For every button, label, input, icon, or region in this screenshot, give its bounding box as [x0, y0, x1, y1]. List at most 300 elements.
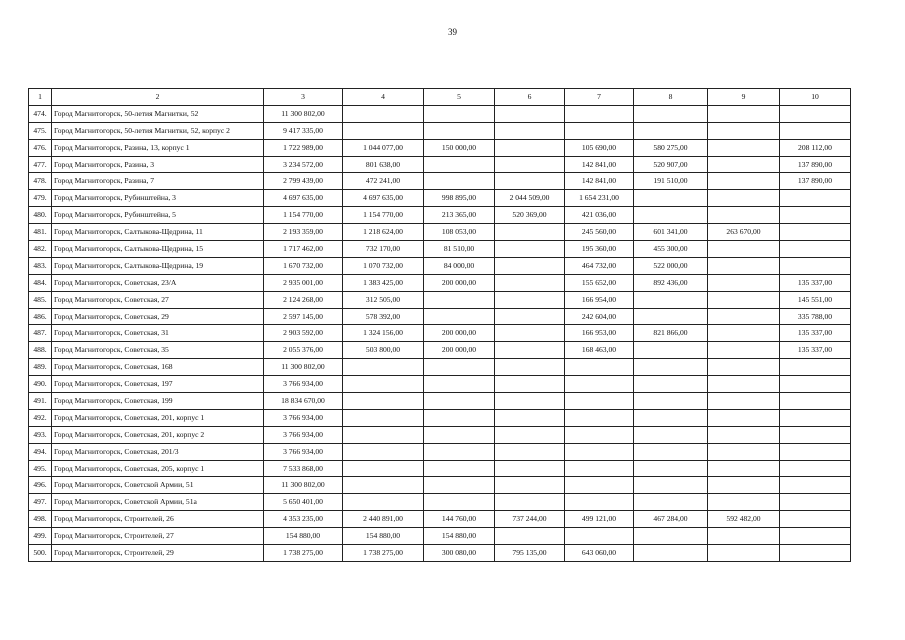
amount-cell: 578 392,00 — [343, 308, 424, 325]
row-number: 485. — [29, 291, 52, 308]
amount-cell: 580 275,00 — [634, 139, 708, 156]
address-cell: Город Магнитогорск, Советская, 168 — [52, 359, 264, 376]
amount-cell: 472 241,00 — [343, 173, 424, 190]
amount-cell: 335 788,00 — [780, 308, 851, 325]
table-row — [29, 105, 851, 122]
row-number: 484. — [29, 274, 52, 291]
address-cell: Город Магнитогорск, Советская, 201/3 — [52, 443, 264, 460]
amount-cell: 892 436,00 — [634, 274, 708, 291]
amount-cell: 464 732,00 — [565, 257, 634, 274]
address-cell: Город Магнитогорск, Рубинштейна, 5 — [52, 207, 264, 224]
amount-cell — [343, 409, 424, 426]
amount-cell — [424, 308, 495, 325]
address-cell: Город Магнитогорск, Советская, 197 — [52, 376, 264, 393]
table-row — [29, 376, 851, 393]
amount-cell: 84 000,00 — [424, 257, 495, 274]
amount-cell: 142 841,00 — [565, 156, 634, 173]
row-number: 496. — [29, 477, 52, 494]
amount-cell — [708, 409, 780, 426]
amount-cell — [708, 426, 780, 443]
amount-cell — [634, 528, 708, 545]
amount-cell: 2 124 268,00 — [264, 291, 343, 308]
amount-cell: 1 044 077,00 — [343, 139, 424, 156]
amount-cell: 108 053,00 — [424, 224, 495, 241]
row-number: 483. — [29, 257, 52, 274]
amount-cell: 137 890,00 — [780, 156, 851, 173]
address-cell: Город Магнитогорск, Советской Армии, 51 — [52, 477, 264, 494]
table-row — [29, 257, 851, 274]
amount-cell — [708, 173, 780, 190]
amount-cell — [424, 494, 495, 511]
amount-cell — [495, 393, 565, 410]
row-number: 476. — [29, 139, 52, 156]
row-number: 498. — [29, 511, 52, 528]
address-cell: Город Магнитогорск, Советская, 35 — [52, 342, 264, 359]
amount-cell — [495, 376, 565, 393]
amount-cell: 200 000,00 — [424, 274, 495, 291]
amount-cell — [708, 308, 780, 325]
amount-cell — [565, 376, 634, 393]
amount-cell: 154 880,00 — [424, 528, 495, 545]
table-row — [29, 494, 851, 511]
amount-cell: 195 360,00 — [565, 241, 634, 258]
amount-cell: 145 551,00 — [780, 291, 851, 308]
amount-cell — [634, 443, 708, 460]
header-row — [29, 89, 851, 106]
amount-cell — [565, 105, 634, 122]
amount-cell — [424, 376, 495, 393]
row-number: 491. — [29, 393, 52, 410]
amount-cell: 208 112,00 — [780, 139, 851, 156]
table-row — [29, 122, 851, 139]
amount-cell — [424, 291, 495, 308]
amount-cell — [495, 342, 565, 359]
table-row — [29, 190, 851, 207]
amount-cell: 2 055 376,00 — [264, 342, 343, 359]
table-row — [29, 156, 851, 173]
amount-cell — [780, 460, 851, 477]
amount-cell: 499 121,00 — [565, 511, 634, 528]
amount-cell — [565, 122, 634, 139]
amount-cell — [634, 342, 708, 359]
amount-cell: 643 060,00 — [565, 545, 634, 562]
amount-cell: 245 560,00 — [565, 224, 634, 241]
address-cell: Город Магнитогорск, Рубинштейна, 3 — [52, 190, 264, 207]
table-row — [29, 224, 851, 241]
amount-cell — [343, 494, 424, 511]
amount-cell — [634, 477, 708, 494]
amount-cell — [495, 359, 565, 376]
amount-cell: 3 234 572,00 — [264, 156, 343, 173]
amount-cell: 1 654 231,00 — [565, 190, 634, 207]
amount-cell: 191 510,00 — [634, 173, 708, 190]
address-cell: Город Магнитогорск, 50-летия Магнитки, 52, корпус 2 — [52, 122, 264, 139]
amount-cell — [424, 460, 495, 477]
amount-cell: 4 353 235,00 — [264, 511, 343, 528]
amount-cell — [495, 105, 565, 122]
amount-cell — [780, 257, 851, 274]
amount-cell — [634, 291, 708, 308]
amount-cell — [424, 477, 495, 494]
amount-cell — [708, 257, 780, 274]
amount-cell — [495, 426, 565, 443]
amount-cell — [708, 139, 780, 156]
amount-cell — [780, 122, 851, 139]
amount-cell: 2 193 359,00 — [264, 224, 343, 241]
amount-cell — [495, 409, 565, 426]
amount-cell: 9 417 335,00 — [264, 122, 343, 139]
table-row — [29, 274, 851, 291]
table-row — [29, 207, 851, 224]
amount-cell — [634, 393, 708, 410]
amount-cell — [495, 308, 565, 325]
amount-cell — [780, 528, 851, 545]
amount-cell: 601 341,00 — [634, 224, 708, 241]
amount-cell: 2 044 509,00 — [495, 190, 565, 207]
amount-cell — [780, 511, 851, 528]
amount-cell — [424, 443, 495, 460]
address-cell: Город Магнитогорск, Салтыкова-Щедрина, 15 — [52, 241, 264, 258]
amount-cell: 5 650 401,00 — [264, 494, 343, 511]
row-number: 490. — [29, 376, 52, 393]
amount-cell — [424, 359, 495, 376]
amount-cell — [780, 477, 851, 494]
amount-cell — [708, 122, 780, 139]
table-row — [29, 241, 851, 258]
amount-cell — [634, 122, 708, 139]
amount-cell — [495, 257, 565, 274]
amount-cell — [708, 105, 780, 122]
amount-cell: 1 670 732,00 — [264, 257, 343, 274]
amount-cell: 166 954,00 — [565, 291, 634, 308]
row-number: 500. — [29, 545, 52, 562]
amount-cell — [495, 528, 565, 545]
address-cell: Город Магнитогорск, 50-летия Магнитки, 52 — [52, 105, 264, 122]
amount-cell: 81 510,00 — [424, 241, 495, 258]
amount-cell: 300 080,00 — [424, 545, 495, 562]
amount-cell: 200 000,00 — [424, 342, 495, 359]
row-number: 497. — [29, 494, 52, 511]
amount-cell: 801 638,00 — [343, 156, 424, 173]
amount-cell: 737 244,00 — [495, 511, 565, 528]
amount-cell — [634, 190, 708, 207]
amount-cell — [565, 460, 634, 477]
amount-cell — [565, 426, 634, 443]
amount-cell — [780, 494, 851, 511]
header-cell-8: 8 — [634, 89, 708, 106]
amount-cell — [424, 156, 495, 173]
amount-cell: 144 760,00 — [424, 511, 495, 528]
table-row — [29, 443, 851, 460]
amount-cell — [708, 156, 780, 173]
amount-cell — [495, 122, 565, 139]
address-cell: Город Магнитогорск, Строителей, 29 — [52, 545, 264, 562]
header-cell-3: 3 — [264, 89, 343, 106]
table-row — [29, 545, 851, 562]
amount-cell — [780, 190, 851, 207]
table-row — [29, 325, 851, 342]
row-number: 477. — [29, 156, 52, 173]
amount-cell — [343, 460, 424, 477]
address-cell: Город Магнитогорск, Разина, 13, корпус 1 — [52, 139, 264, 156]
address-cell: Город Магнитогорск, Советская, 201, корпус 1 — [52, 409, 264, 426]
amount-cell — [495, 156, 565, 173]
amount-cell — [708, 393, 780, 410]
address-cell: Город Магнитогорск, Разина, 7 — [52, 173, 264, 190]
address-cell: Город Магнитогорск, Советская, 27 — [52, 291, 264, 308]
amount-cell: 2 903 592,00 — [264, 325, 343, 342]
table-row — [29, 477, 851, 494]
amount-cell — [634, 207, 708, 224]
amount-cell — [780, 207, 851, 224]
amount-cell — [780, 241, 851, 258]
amount-cell: 4 697 635,00 — [343, 190, 424, 207]
table-row — [29, 409, 851, 426]
amount-cell: 520 907,00 — [634, 156, 708, 173]
amount-cell — [634, 545, 708, 562]
amount-cell: 168 463,00 — [565, 342, 634, 359]
amount-cell — [780, 393, 851, 410]
amount-cell: 998 895,00 — [424, 190, 495, 207]
amount-cell: 135 337,00 — [780, 342, 851, 359]
amount-cell: 166 953,00 — [565, 325, 634, 342]
amount-cell: 4 697 635,00 — [264, 190, 343, 207]
address-cell: Город Магнитогорск, Советская, 23/А — [52, 274, 264, 291]
amount-cell — [708, 443, 780, 460]
address-cell: Город Магнитогорск, Советская, 205, корпус 1 — [52, 460, 264, 477]
amount-cell: 1 738 275,00 — [264, 545, 343, 562]
amount-cell — [495, 224, 565, 241]
amount-cell: 503 800,00 — [343, 342, 424, 359]
header-cell-9: 9 — [708, 89, 780, 106]
data-table — [28, 88, 851, 562]
row-number: 478. — [29, 173, 52, 190]
amount-cell: 155 652,00 — [565, 274, 634, 291]
table-row — [29, 426, 851, 443]
row-number: 481. — [29, 224, 52, 241]
amount-cell — [343, 443, 424, 460]
table-body — [29, 105, 851, 561]
table-row — [29, 359, 851, 376]
row-number: 486. — [29, 308, 52, 325]
amount-cell — [424, 426, 495, 443]
amount-cell — [495, 443, 565, 460]
amount-cell — [424, 105, 495, 122]
address-cell: Город Магнитогорск, Салтыкова-Щедрина, 19 — [52, 257, 264, 274]
amount-cell: 312 505,00 — [343, 291, 424, 308]
amount-cell: 522 000,00 — [634, 257, 708, 274]
row-number: 474. — [29, 105, 52, 122]
amount-cell — [634, 376, 708, 393]
amount-cell — [708, 460, 780, 477]
amount-cell — [708, 190, 780, 207]
amount-cell: 1 070 732,00 — [343, 257, 424, 274]
amount-cell — [708, 376, 780, 393]
amount-cell — [495, 325, 565, 342]
amount-cell — [495, 241, 565, 258]
amount-cell — [634, 409, 708, 426]
table-row — [29, 528, 851, 545]
amount-cell: 3 766 934,00 — [264, 426, 343, 443]
amount-cell — [495, 494, 565, 511]
amount-cell: 2 799 439,00 — [264, 173, 343, 190]
amount-cell: 795 135,00 — [495, 545, 565, 562]
amount-cell — [343, 477, 424, 494]
address-cell: Город Магнитогорск, Салтыкова-Щедрина, 11 — [52, 224, 264, 241]
table-row — [29, 460, 851, 477]
amount-cell: 467 284,00 — [634, 511, 708, 528]
row-number: 494. — [29, 443, 52, 460]
amount-cell — [634, 359, 708, 376]
amount-cell — [780, 105, 851, 122]
amount-cell — [780, 359, 851, 376]
amount-cell: 592 482,00 — [708, 511, 780, 528]
amount-cell — [708, 274, 780, 291]
table-row — [29, 308, 851, 325]
amount-cell: 154 880,00 — [264, 528, 343, 545]
amount-cell — [780, 443, 851, 460]
header-cell-1: 1 — [29, 89, 52, 106]
table-row — [29, 173, 851, 190]
amount-cell — [343, 376, 424, 393]
amount-cell — [565, 477, 634, 494]
amount-cell — [708, 494, 780, 511]
amount-cell: 150 000,00 — [424, 139, 495, 156]
row-number: 487. — [29, 325, 52, 342]
amount-cell: 242 604,00 — [565, 308, 634, 325]
amount-cell — [708, 477, 780, 494]
amount-cell: 154 880,00 — [343, 528, 424, 545]
amount-cell: 1 324 156,00 — [343, 325, 424, 342]
amount-cell — [708, 359, 780, 376]
amount-cell — [708, 325, 780, 342]
header-cell-2: 2 — [52, 89, 264, 106]
amount-cell — [495, 274, 565, 291]
amount-cell — [495, 139, 565, 156]
amount-cell — [424, 173, 495, 190]
table-row — [29, 511, 851, 528]
amount-cell: 11 300 802,00 — [264, 359, 343, 376]
amount-cell: 3 766 934,00 — [264, 443, 343, 460]
amount-cell: 142 841,00 — [565, 173, 634, 190]
amount-cell: 2 597 145,00 — [264, 308, 343, 325]
amount-cell: 263 670,00 — [708, 224, 780, 241]
amount-cell — [495, 173, 565, 190]
amount-cell: 2 440 891,00 — [343, 511, 424, 528]
amount-cell: 821 866,00 — [634, 325, 708, 342]
amount-cell — [780, 426, 851, 443]
amount-cell — [634, 494, 708, 511]
amount-cell — [565, 494, 634, 511]
row-number: 475. — [29, 122, 52, 139]
amount-cell — [495, 460, 565, 477]
address-cell: Город Магнитогорск, Разина, 3 — [52, 156, 264, 173]
page-number: 39 — [448, 27, 457, 37]
amount-cell: 200 000,00 — [424, 325, 495, 342]
row-number: 480. — [29, 207, 52, 224]
amount-cell: 1 154 770,00 — [264, 207, 343, 224]
amount-cell: 421 036,00 — [565, 207, 634, 224]
row-number: 495. — [29, 460, 52, 477]
amount-cell: 1 738 275,00 — [343, 545, 424, 562]
amount-cell — [343, 122, 424, 139]
amount-cell: 732 170,00 — [343, 241, 424, 258]
amount-cell: 7 533 868,00 — [264, 460, 343, 477]
amount-cell — [708, 291, 780, 308]
amount-cell — [708, 528, 780, 545]
header-cell-6: 6 — [495, 89, 565, 106]
amount-cell — [424, 409, 495, 426]
amount-cell: 11 300 802,00 — [264, 477, 343, 494]
address-cell: Город Магнитогорск, Советская, 201, корпус 2 — [52, 426, 264, 443]
amount-cell — [780, 224, 851, 241]
amount-cell — [634, 105, 708, 122]
amount-cell — [634, 426, 708, 443]
amount-cell: 3 766 934,00 — [264, 409, 343, 426]
amount-cell: 1 722 989,00 — [264, 139, 343, 156]
header-cell-7: 7 — [565, 89, 634, 106]
amount-cell — [495, 477, 565, 494]
header-cell-10: 10 — [780, 89, 851, 106]
row-number: 493. — [29, 426, 52, 443]
amount-cell — [565, 393, 634, 410]
table-row — [29, 342, 851, 359]
amount-cell: 1 218 624,00 — [343, 224, 424, 241]
amount-cell: 1 717 462,00 — [264, 241, 343, 258]
header-cell-5: 5 — [424, 89, 495, 106]
amount-cell: 1 383 425,00 — [343, 274, 424, 291]
amount-cell — [780, 409, 851, 426]
amount-cell — [343, 426, 424, 443]
amount-cell: 1 154 770,00 — [343, 207, 424, 224]
address-cell: Город Магнитогорск, Советской Армии, 51а — [52, 494, 264, 511]
amount-cell: 18 834 670,00 — [264, 393, 343, 410]
amount-cell — [634, 308, 708, 325]
table-row — [29, 139, 851, 156]
amount-cell: 3 766 934,00 — [264, 376, 343, 393]
amount-cell — [780, 545, 851, 562]
address-cell: Город Магнитогорск, Строителей, 26 — [52, 511, 264, 528]
table-header — [29, 89, 851, 106]
amount-cell: 520 369,00 — [495, 207, 565, 224]
amount-cell — [708, 545, 780, 562]
amount-cell — [565, 409, 634, 426]
amount-cell — [343, 393, 424, 410]
table-row — [29, 393, 851, 410]
amount-cell: 135 337,00 — [780, 274, 851, 291]
row-number: 489. — [29, 359, 52, 376]
amount-cell — [634, 460, 708, 477]
amount-cell — [708, 207, 780, 224]
address-cell: Город Магнитогорск, Советская, 199 — [52, 393, 264, 410]
row-number: 499. — [29, 528, 52, 545]
amount-cell: 213 365,00 — [424, 207, 495, 224]
amount-cell: 2 935 001,00 — [264, 274, 343, 291]
amount-cell: 11 300 802,00 — [264, 105, 343, 122]
amount-cell — [565, 443, 634, 460]
table-row — [29, 291, 851, 308]
address-cell: Город Магнитогорск, Советская, 29 — [52, 308, 264, 325]
amount-cell — [565, 359, 634, 376]
amount-cell — [424, 393, 495, 410]
amount-cell: 137 890,00 — [780, 173, 851, 190]
address-cell: Город Магнитогорск, Советская, 31 — [52, 325, 264, 342]
amount-cell — [708, 241, 780, 258]
amount-cell — [708, 342, 780, 359]
row-number: 488. — [29, 342, 52, 359]
amount-cell — [780, 376, 851, 393]
amount-cell — [495, 291, 565, 308]
